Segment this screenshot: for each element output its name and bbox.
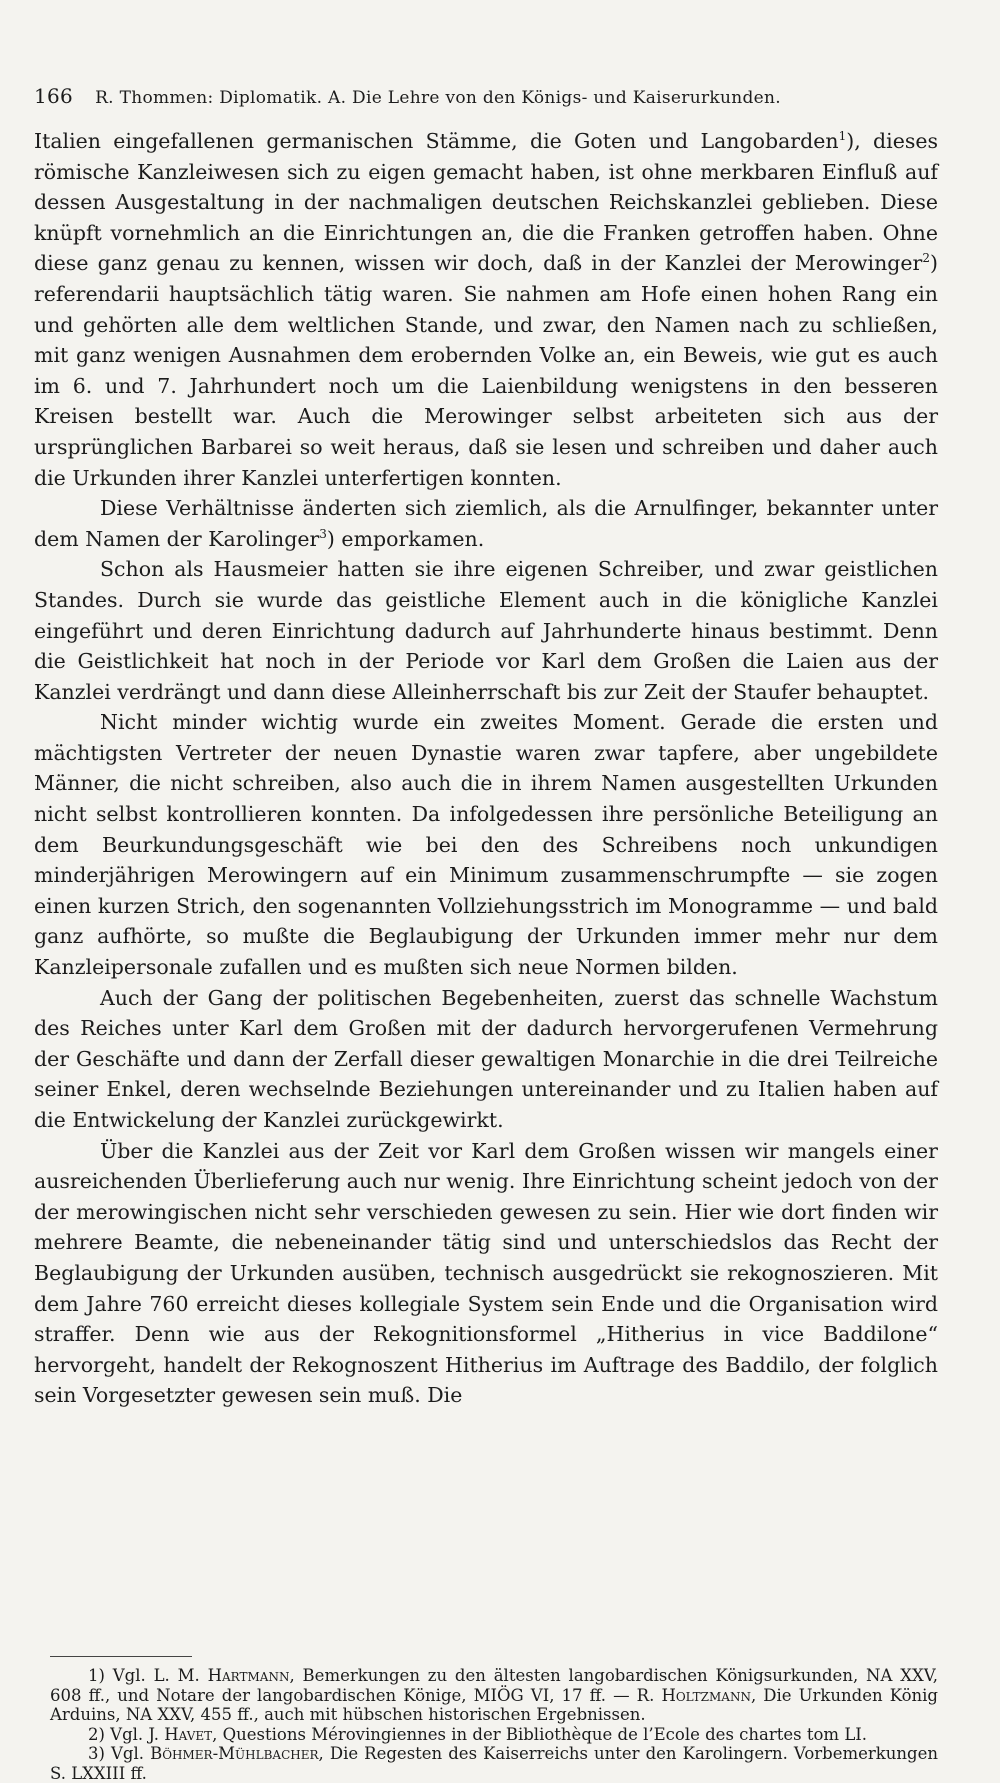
paragraph-1: [34, 126, 938, 493]
footnote-text: 1) Vgl. L. M.: [88, 1666, 208, 1685]
paragraph-5: [34, 983, 938, 1136]
footnote-text: , Bemerkungen zu den ältesten langobardischen Königsurkunden, NA XXV, 608 ff., und Notare der langobardischen Könige, MIÖG VI, 17 ff. — R.: [50, 1666, 938, 1705]
paragraph-6: [34, 1136, 938, 1411]
running-title: R. Thommen: Diplomatik. A. Die Lehre von den Königs- und Kaiserurkunden.: [95, 88, 781, 108]
footnote-text: 2) Vgl. J.: [88, 1724, 165, 1744]
footnote-ref-1: 1: [838, 129, 847, 144]
footnote-divider: [50, 1656, 192, 1657]
footnote-ref-3: 3: [319, 526, 327, 541]
paragraph-text: ) emporkamen.: [326, 526, 485, 551]
footnotes: [50, 1666, 938, 1783]
page-number: 166: [34, 84, 74, 108]
footnote-text: 3) Vgl.: [88, 1744, 151, 1763]
main-text: [34, 126, 938, 1411]
footnote-1: [50, 1666, 938, 1725]
footnote-text: , Questions Mérovingiennes in der Bibliothèque de l’Ecole des chartes tom LI.: [212, 1724, 868, 1744]
paragraph-2: [34, 493, 938, 554]
footnote-2: [50, 1725, 938, 1745]
footnote-text: , Die Urkunden König Arduins, NA XXV, 455 ff., auch mit hübschen historischen Ergebnissen.: [50, 1685, 938, 1724]
footnote-text: , Die Regesten des Kaiserreichs unter den Karolingern. Vorbemerkungen S. LXXIII ff.: [50, 1744, 938, 1783]
author-name: Hartmann: [207, 1666, 290, 1685]
paragraph-text: Italien eingefallenen germanischen Stämme, die Goten und Langobarden: [34, 129, 839, 153]
paragraph-text: Schon als Hausmeier hatten sie ihre eigenen Schreiber, und zwar geistlichen Standes. Durch sie wurde das geistliche Element auch in die königliche Kanzlei eingeführt und deren Einrichtung dadurch auf Jahrhunderte hinaus bestimmt. Denn die Geistlichkeit hat noch in der Periode vor Karl dem Großen die Laien aus der Kanzlei verdrängt und dann diese Alleinherrschaft bis zur Zeit der Staufer behauptet.: [34, 557, 938, 704]
author-name: Holtzmann: [661, 1685, 751, 1705]
author-name: Böhmer-Mühlbacher: [150, 1744, 319, 1763]
paragraph-3: [34, 554, 938, 707]
running-header: [34, 86, 934, 108]
paragraph-4: [34, 707, 938, 982]
author-name: Havet: [164, 1724, 213, 1744]
paragraph-text: Nicht minder wichtig wurde ein zweites Moment. Gerade die ersten und mächtigsten Vertreter der neuen Dynastie waren zwar tapfere, aber ungebildete Männer, die nicht schreiben, also auch die in ihrem Namen ausgestellten Urkunden nicht selbst kontrollieren konnten. Da infolgedessen ihre persönliche Beteiligung an dem Beurkundungsgeschäft wie bei den des Schreibens noch unkundigen minderjährigen Merowingern auf ein Minimum zusammenschrumpfte — sie zogen einen kurzen Strich, den sogenannten Vollziehungsstrich im Monogramme — und bald ganz aufhörte, so mußte die Beglaubigung der Urkunden immer mehr nur dem Kanzleipersonale zufallen und es mußten sich neue Normen bilden.: [34, 710, 938, 980]
paragraph-text: Über die Kanzlei aus der Zeit vor Karl dem Großen wissen wir mangels einer ausreichenden Überlieferung auch nur wenig. Ihre Einrichtung scheint jedoch von der der merowingischen nicht sehr verschieden gewesen zu sein. Hier wie dort finden wir mehrere Beamte, die nebeneinander tätig sind und unterschiedslos das Recht der Beglaubigung der Urkunden ausüben, technisch ausgedrückt sie rekognoszieren. Mit dem Jahre 760 erreicht dieses kollegiale System sein Ende und die Organisation wird straffer. Denn wie aus der Rekognitionsformel „Hitherius in vice Baddilone“ hervorgeht, handelt der Rekognoszent Hitherius im Auftrage des Baddilo, der folglich sein Vorgesetzter gewesen sein muß. Die: [34, 1138, 938, 1408]
paragraph-text: Diese Verhältnisse änderten sich ziemlich, als die Arnulfinger, bekannter unter dem Namen der Karolinger: [34, 496, 938, 551]
paragraph-text: ) referendarii hauptsächlich tätig waren. Sie nahmen am Hofe einen hohen Rang ein und gehörten alle dem weltlichen Stande, und zwar, den Namen nach zu schließen, mit ganz wenigen Ausnahmen dem erobernden Volke an, ein Beweis, wie gut es auch im 6. und 7. Jahrhundert noch um die Laienbildung wenigstens in den besseren Kreisen bestellt war. Auch die Merowinger selbst arbeiteten sich aus der ursprünglichen Barbarei so weit heraus, daß sie lesen und schreiben und daher auch die Urkunden ihrer Kanzlei unterfertigen konnten.: [34, 251, 938, 490]
paragraph-text: ), dieses römische Kanzleiwesen sich zu eigen gemacht haben, ist ohne merkbaren Einfluß auf dessen Ausgestaltung in der nachmaligen deutschen Reichskanzlei geblieben. Diese knüpft vornehmlich an die Einrichtungen an, die die Franken getroffen haben. Ohne diese ganz genau zu kennen, wissen wir doch, daß in der Kanzlei der Merowinger: [34, 129, 939, 276]
paragraph-text: Auch der Gang der politischen Begebenheiten, zuerst das schnelle Wachstum des Reiches unter Karl dem Großen mit der dadurch hervorgerufenen Vermehrung der Geschäfte und dann der Zerfall dieser gewaltigen Monarchie in die drei Teilreiche seiner Enkel, deren wechselnde Beziehungen untereinander und zu Italien haben auf die Entwickelung der Kanzlei zurückgewirkt.: [34, 985, 938, 1132]
footnote-ref-2: 2: [922, 251, 930, 266]
footnote-3: [50, 1744, 938, 1783]
